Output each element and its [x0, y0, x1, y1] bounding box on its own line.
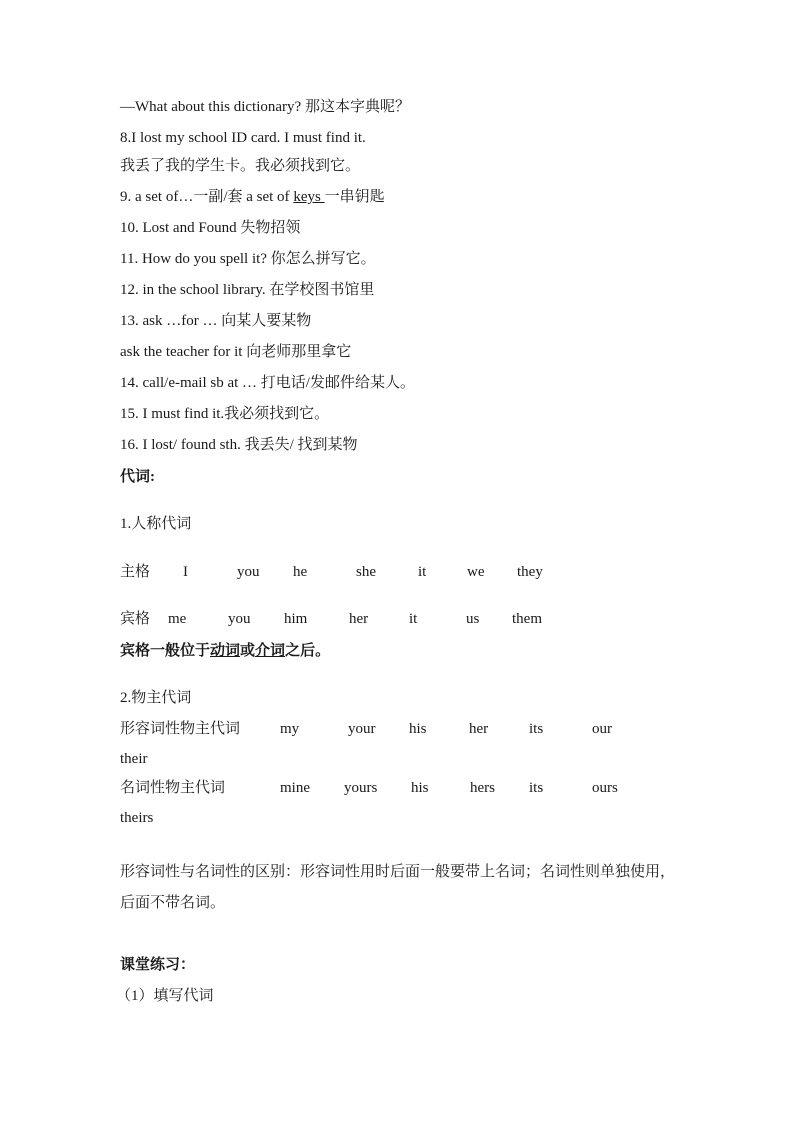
text-line: 8.I lost my school ID card. I must find it.: [120, 130, 366, 146]
text-line: 10. Lost and Found 失物招领: [120, 220, 301, 236]
text-segment: 9. a set of…一副/套 a set of: [120, 189, 294, 205]
text-segment: 宾格一般位于: [120, 643, 211, 659]
underlined-word: 介词: [255, 643, 286, 659]
pronoun-cell: theirs: [120, 810, 154, 826]
pronoun-cell: he: [293, 564, 308, 580]
pronoun-cell: me: [168, 611, 187, 627]
pronoun-cell: hers: [470, 780, 495, 796]
pronoun-cell: his: [411, 780, 429, 796]
pronoun-cell: her: [469, 721, 489, 737]
exercise-item: （1）填写代词: [116, 988, 214, 1004]
text-segment: 之后。: [285, 643, 331, 659]
pronoun-cell: I: [183, 564, 188, 580]
pronoun-cell: your: [348, 721, 376, 737]
text-line: 14. call/e-mail sb at … 打电话/发邮件给某人。: [120, 375, 415, 391]
pronoun-cell: she: [356, 564, 376, 580]
grammar-note: [120, 641, 330, 661]
pronoun-cell: it: [418, 564, 427, 580]
text-line: 11. How do you spell it? 你怎么拼写它。: [120, 251, 376, 267]
text-line: 12. in the school library. 在学校图书馆里: [120, 282, 375, 298]
pronoun-cell: ours: [592, 780, 618, 796]
pronoun-cell: its: [529, 721, 544, 737]
pronoun-cell: it: [409, 611, 418, 627]
subsection-title: 2.物主代词: [120, 690, 192, 706]
pronoun-cell: my: [280, 721, 300, 737]
pronoun-cell: its: [529, 780, 544, 796]
text-line: 15. I must find it.我必须找到它。: [120, 406, 330, 422]
section-heading: 代词:: [120, 469, 155, 485]
pronoun-cell: her: [349, 611, 369, 627]
pronoun-cell: our: [592, 721, 612, 737]
underlined-word: keys: [293, 189, 325, 205]
pronoun-cell: them: [512, 611, 542, 627]
text-line: [120, 187, 385, 207]
row-label: 主格: [120, 564, 151, 580]
text-line: 16. I lost/ found sth. 我丢失/ 找到某物: [120, 437, 358, 453]
pronoun-cell: his: [409, 721, 427, 737]
pronoun-cell: yours: [344, 780, 378, 796]
text-line: 13. ask …for … 向某人要某物: [120, 313, 312, 329]
pronoun-cell: mine: [280, 780, 310, 796]
subsection-title: 1.人称代词: [120, 516, 192, 532]
practice-heading: 课堂练习：: [120, 957, 196, 973]
row-label: 名词性物主代词: [120, 780, 226, 796]
pronoun-cell: you: [228, 611, 251, 627]
pronoun-cell: their: [120, 751, 148, 767]
row-label: 形容词性物主代词: [120, 721, 241, 737]
text-line: ask the teacher for it 向老师那里拿它: [120, 344, 352, 360]
row-label: 宾格: [120, 611, 151, 627]
text-line: 我丢了我的学生卡。我必须找到它。: [120, 158, 361, 174]
text-line: —What about this dictionary? 那这本字典呢？: [120, 99, 410, 115]
pronoun-cell: you: [237, 564, 260, 580]
underlined-word: 动词: [210, 643, 241, 659]
pronoun-cell: us: [466, 611, 480, 627]
explanation-paragraph: 形容词性与名词性的区别：形容词性用时后面一般要带上名词；名词性则单独使用，后面不带名词。: [120, 864, 676, 911]
text-segment: 或: [240, 643, 256, 659]
pronoun-cell: him: [284, 611, 308, 627]
pronoun-cell: they: [517, 564, 543, 580]
text-segment: 一串钥匙: [324, 189, 385, 205]
pronoun-cell: we: [467, 564, 485, 580]
